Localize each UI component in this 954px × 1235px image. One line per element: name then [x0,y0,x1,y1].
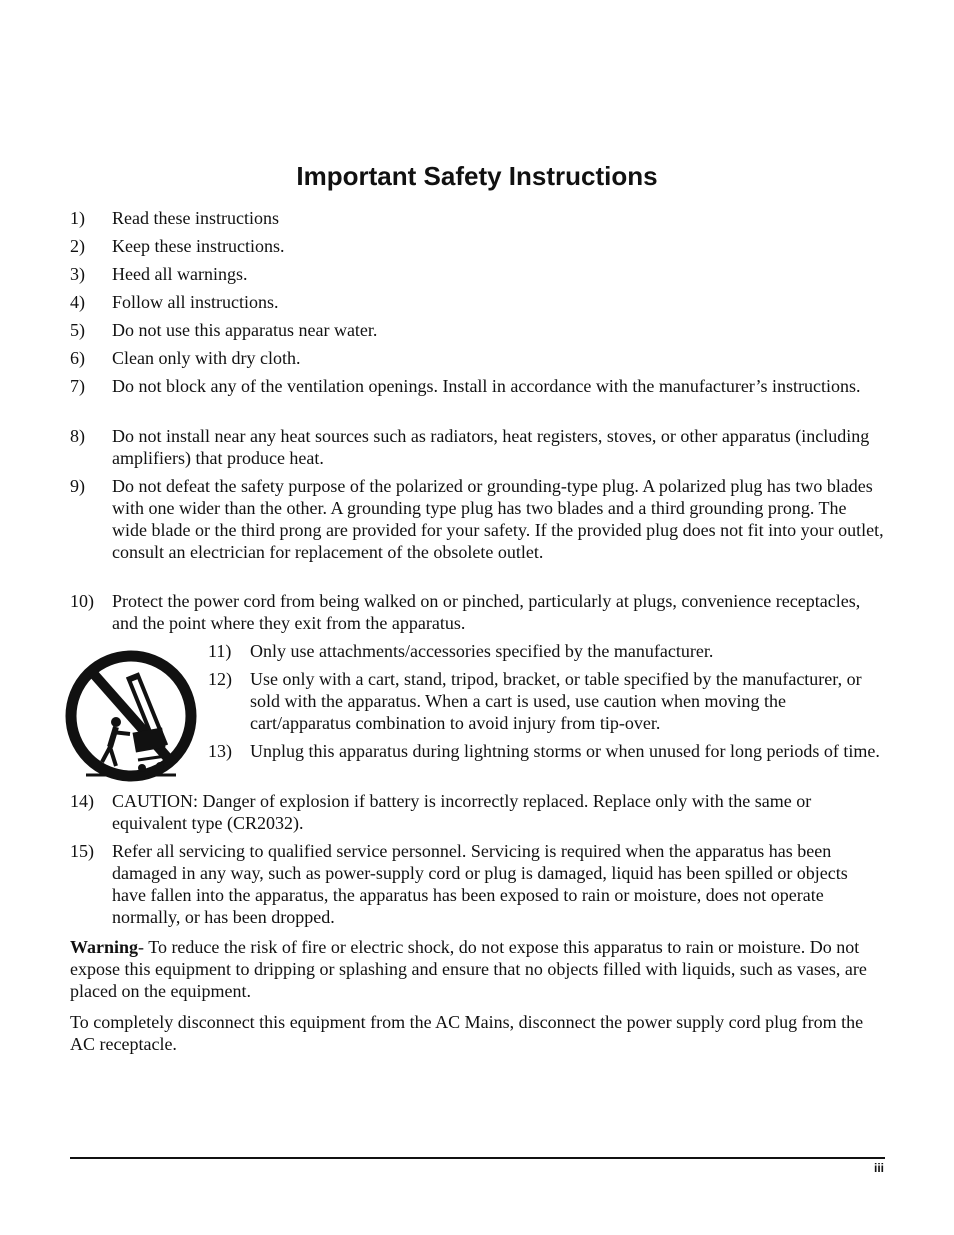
instruction-item-4 [70,291,885,313]
warning-paragraph [70,936,885,1002]
warning-text: - To reduce the risk of fire or electric shock, do not expose this apparatus to rain or moisture. Do not expose this equipment to dripping or splashing and ensure that no objects filled with liquids, such as vases, are placed on the equipment. [70,937,867,1001]
item-number: 7) [70,376,85,396]
item-number: 6) [70,348,85,368]
item-number: 9) [70,476,85,496]
page-number: iii [873,1161,884,1175]
item-text: Read these instructions [112,208,279,228]
item-text: Do not block any of the ventilation openings. Install in accordance with the manufacturer’s instructions. [112,376,861,396]
instruction-item-1 [70,207,885,229]
instruction-item-2 [70,235,885,257]
item-text: Refer all servicing to qualified service personnel. Servicing is required when the apparatus has been damaged in any way, such as power-supply cord or plug is damaged, liquid has been spilled or objects have fallen into the apparatus, the apparatus has been exposed to rain or moisture, does not operate normally, or has been dropped. [112,841,848,927]
instruction-item-8 [70,425,885,469]
item-text: CAUTION: Danger of explosion if battery is incorrectly replaced. Replace only with the same or equivalent type (CR2032). [112,791,812,833]
instruction-item-15 [70,840,885,928]
item-number: 4) [70,292,85,312]
instruction-item-7 [70,375,885,397]
instruction-item-10 [70,590,885,634]
instruction-item-14 [70,790,885,834]
item-text: Heed all warnings. [112,264,248,284]
item-text: Only use attachments/accessories specified by the manufacturer. [250,641,714,661]
instruction-item-6 [70,347,885,369]
item-text: Clean only with dry cloth. [112,348,301,368]
instruction-item-3 [70,263,885,285]
instruction-item-12 [208,668,885,734]
item-text: Do not use this apparatus near water. [112,320,378,340]
footer-divider [70,1157,885,1159]
warning-label: Warning [70,937,139,957]
item-text: Do not defeat the safety purpose of the polarized or grounding-type plug. A polarized plug has two blades with one wider than the other. A grounding type plug has two blades and a third grounding prong. The wide blade or the third prong are provided for your safety. If the provided plug does not fit into your outlet, consult an electrician for replacement of the obsolete outlet. [112,476,884,562]
instruction-item-5 [70,319,885,341]
instruction-item-11 [208,640,885,662]
item-number: 1) [70,208,85,228]
item-text: Use only with a cart, stand, tripod, bracket, or table specified by the manufacturer, or sold with the apparatus. When a cart is used, use caution when moving the cart/apparatus combination to avoid injury from tip-over. [250,669,862,733]
cart-tip-over-warning-icon [64,650,202,782]
item-number: 5) [70,320,85,340]
item-text: Do not install near any heat sources such as radiators, heat registers, stoves, or other apparatus (including amplifiers) that produce heat. [112,426,870,468]
item-number: 2) [70,236,85,256]
item-number: 15) [70,841,94,861]
page-title: Important Safety Instructions [296,161,658,191]
item-number: 11) [208,641,232,661]
item-number: 14) [70,791,94,811]
item-text: Keep these instructions. [112,236,285,256]
item-number: 8) [70,426,85,446]
item-number: 3) [70,264,85,284]
disconnect-note: To completely disconnect this equipment from the AC Mains, disconnect the power supply cord plug from the AC receptacle. [70,1012,864,1054]
item-text: Follow all instructions. [112,292,279,312]
item-number: 13) [208,741,232,761]
item-number: 12) [208,669,232,689]
instruction-item-9 [70,475,885,563]
item-text: Protect the power cord from being walked on or pinched, particularly at plugs, convenience receptacles, and the point where they exit from the apparatus. [112,591,861,633]
item-text: Unplug this apparatus during lightning storms or when unused for long periods of time. [250,741,880,761]
instruction-item-13 [208,740,885,762]
item-number: 10) [70,591,94,611]
